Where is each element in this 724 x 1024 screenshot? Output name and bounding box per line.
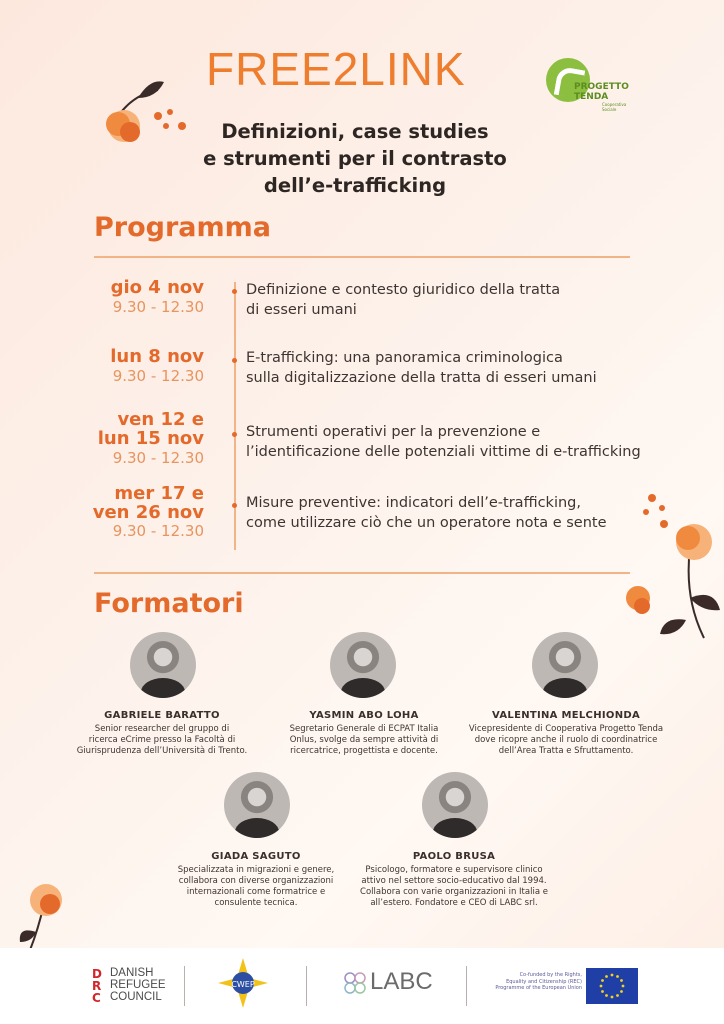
- session-time: 9.30 - 12.30: [112, 298, 204, 316]
- formatori-divider: [94, 572, 630, 574]
- trainer-name: PAOLO BRUSA: [412, 851, 496, 862]
- title-free: FREE: [206, 43, 333, 95]
- timeline-dot: [232, 289, 237, 294]
- trainer-description: Psicologo, formatore e supervisore clinico attivo nel settore socio-educativo dal 1994. Collabora con varie organizzazioni in Italia e all’estero. Fondatore e CEO di LABC srl.: [360, 865, 548, 908]
- session-date: ven 12 e lun 15 nov: [97, 409, 204, 449]
- session-description: Strumenti operativi per la prevenzione e l’identificazione delle potenziali vittime di e-trafficking: [246, 424, 641, 460]
- title-link: LINK: [359, 43, 466, 95]
- timeline-dot: [232, 358, 237, 363]
- trainer-name: YASMIN ABO LOHA: [309, 710, 419, 721]
- labc-hex-icon: [342, 970, 368, 996]
- trainer-name: GIADA SAGUTO: [211, 851, 301, 862]
- session-description: Misure preventive: indicatori dell’e-trafficking, come utilizzare ciò che un operatore nota e sente: [246, 495, 607, 531]
- avatar-yasmin-abo-loha: [330, 632, 396, 698]
- subtitle-line: Definizioni, case studies: [221, 120, 489, 143]
- avatar-paolo-brusa: [422, 772, 488, 838]
- timeline-line: [234, 282, 236, 550]
- formatori-title: Formatori: [94, 588, 244, 619]
- session-date: lun 8 nov: [110, 346, 204, 367]
- footer-separator: [306, 966, 307, 1006]
- session-description: E-trafficking: una panoramica criminologica sulla digitalizzazione della tratta di esseri umani: [246, 350, 597, 386]
- trainer-description: Senior researcher del gruppo di ricerca eCrime presso la Facoltà di Giurisprudenza dell’Università di Trento.: [76, 724, 248, 756]
- session-description: Definizione e contesto giuridico della tratta di esseri umani: [246, 282, 561, 318]
- avatar-giada-saguto: [224, 772, 290, 838]
- timeline-dot: [232, 503, 237, 508]
- footer-separator: [184, 966, 185, 1006]
- drc-logo-text: DANISH REFUGEE COUNCIL: [110, 967, 166, 1003]
- session-time: 9.30 - 12.30: [112, 367, 204, 385]
- session-time: 9.30 - 12.30: [112, 449, 204, 467]
- session-date: gio 4 nov: [110, 277, 204, 298]
- labc-logo-text: LABC: [370, 968, 433, 995]
- timeline-dot: [232, 432, 237, 437]
- title-two: 2: [332, 43, 360, 95]
- flower-decoration-bottom-left: [18, 880, 78, 950]
- cwep-logo: [216, 956, 270, 1010]
- eu-flag-icon: [586, 968, 638, 1004]
- tenda-logo-small: Cooperativa Sociale: [602, 102, 627, 112]
- labc-logo: [342, 968, 433, 996]
- trainer-name: VALENTINA MELCHIONDA: [492, 710, 640, 721]
- avatar-gabriele-baratto: [130, 632, 196, 698]
- subtitle-line: e strumenti per il contrasto: [203, 147, 507, 170]
- avatar-valentina-melchionda: [532, 632, 598, 698]
- event-subtitle: [170, 118, 540, 199]
- event-title: [206, 43, 466, 95]
- trainer-description: Specializzata in migrazioni e genere, collabora con diverse organizzazioni internazionali come formatrice e consulente tecnica.: [177, 865, 335, 908]
- programma-divider: [94, 256, 630, 258]
- programma-title: Programma: [94, 212, 272, 243]
- trainer-description: Vicepresidente di Cooperativa Progetto Tenda dove ricopre anche il ruolo di coordinatrice dell’Area Tratta e Sfruttamento.: [468, 724, 664, 756]
- progetto-tenda-logo: [546, 58, 629, 112]
- session-time: 9.30 - 12.30: [112, 522, 204, 540]
- footer-separator: [466, 966, 467, 1006]
- session-date: mer 17 e ven 26 nov: [92, 483, 204, 523]
- tenda-logo-text: PROGETTO TENDA: [574, 82, 629, 102]
- cwep-logo-text: CWEP: [231, 980, 255, 989]
- trainer-description: Segretario Generale di ECPAT Italia Onlus, svolge da sempre attività di ricercatrice, progettista e docente.: [289, 724, 439, 756]
- subtitle-line: dell’e-trafficking: [263, 174, 447, 197]
- drc-logo-mark: DRC: [92, 967, 102, 1005]
- eu-cofunding-text: Co-funded by the Rights, Equality and Citizenship (REC) Programme of the European Union: [495, 972, 582, 991]
- trainer-name: GABRIELE BARATTO: [104, 710, 220, 721]
